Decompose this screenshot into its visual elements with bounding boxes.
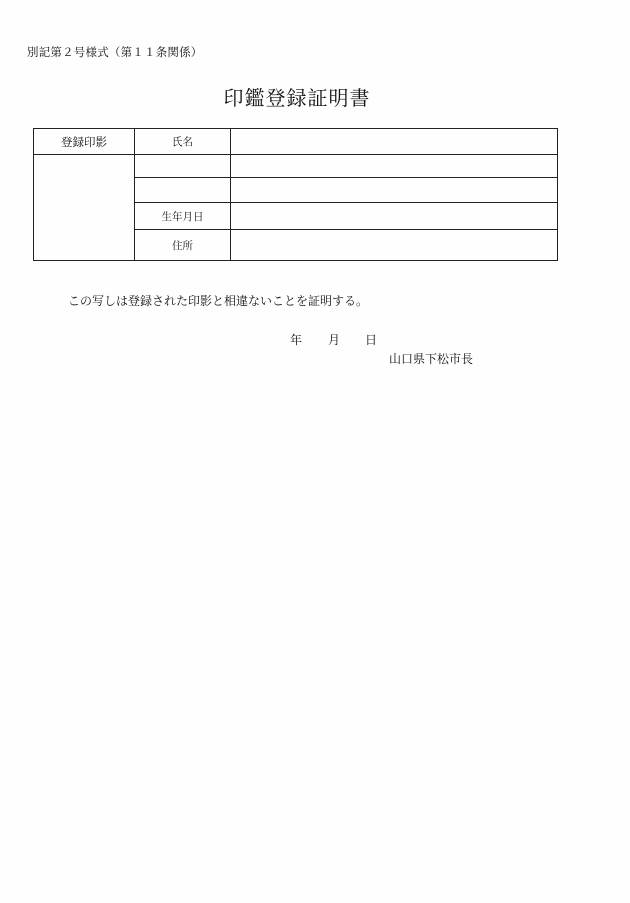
date-year: 年 — [290, 333, 303, 347]
name-value-cell — [231, 129, 558, 155]
address-value-cell — [231, 230, 558, 261]
address-label: 住所 — [135, 230, 231, 261]
row2-label — [135, 155, 231, 178]
issuer: 山口県下松市長 — [389, 352, 474, 366]
date-month: 月 — [328, 333, 341, 347]
row3-value-cell — [231, 178, 558, 203]
seal-header: 登録印影 — [34, 129, 135, 155]
certificate-table — [33, 128, 558, 261]
form-reference: 別記第２号様式（第１１条関係） — [27, 45, 203, 59]
document-title: 印鑑登録証明書 — [223, 86, 371, 110]
row2-value-cell — [231, 155, 558, 178]
date-day: 日 — [365, 333, 378, 347]
birthdate-label: 生年月日 — [135, 203, 231, 230]
seal-impression-cell — [34, 155, 135, 261]
name-label: 氏名 — [135, 129, 231, 155]
date-line — [290, 331, 377, 348]
birthdate-value-cell — [231, 203, 558, 230]
row3-label — [135, 178, 231, 203]
certification-statement: この写しは登録された印影と相違ないことを証明する。 — [68, 294, 369, 308]
